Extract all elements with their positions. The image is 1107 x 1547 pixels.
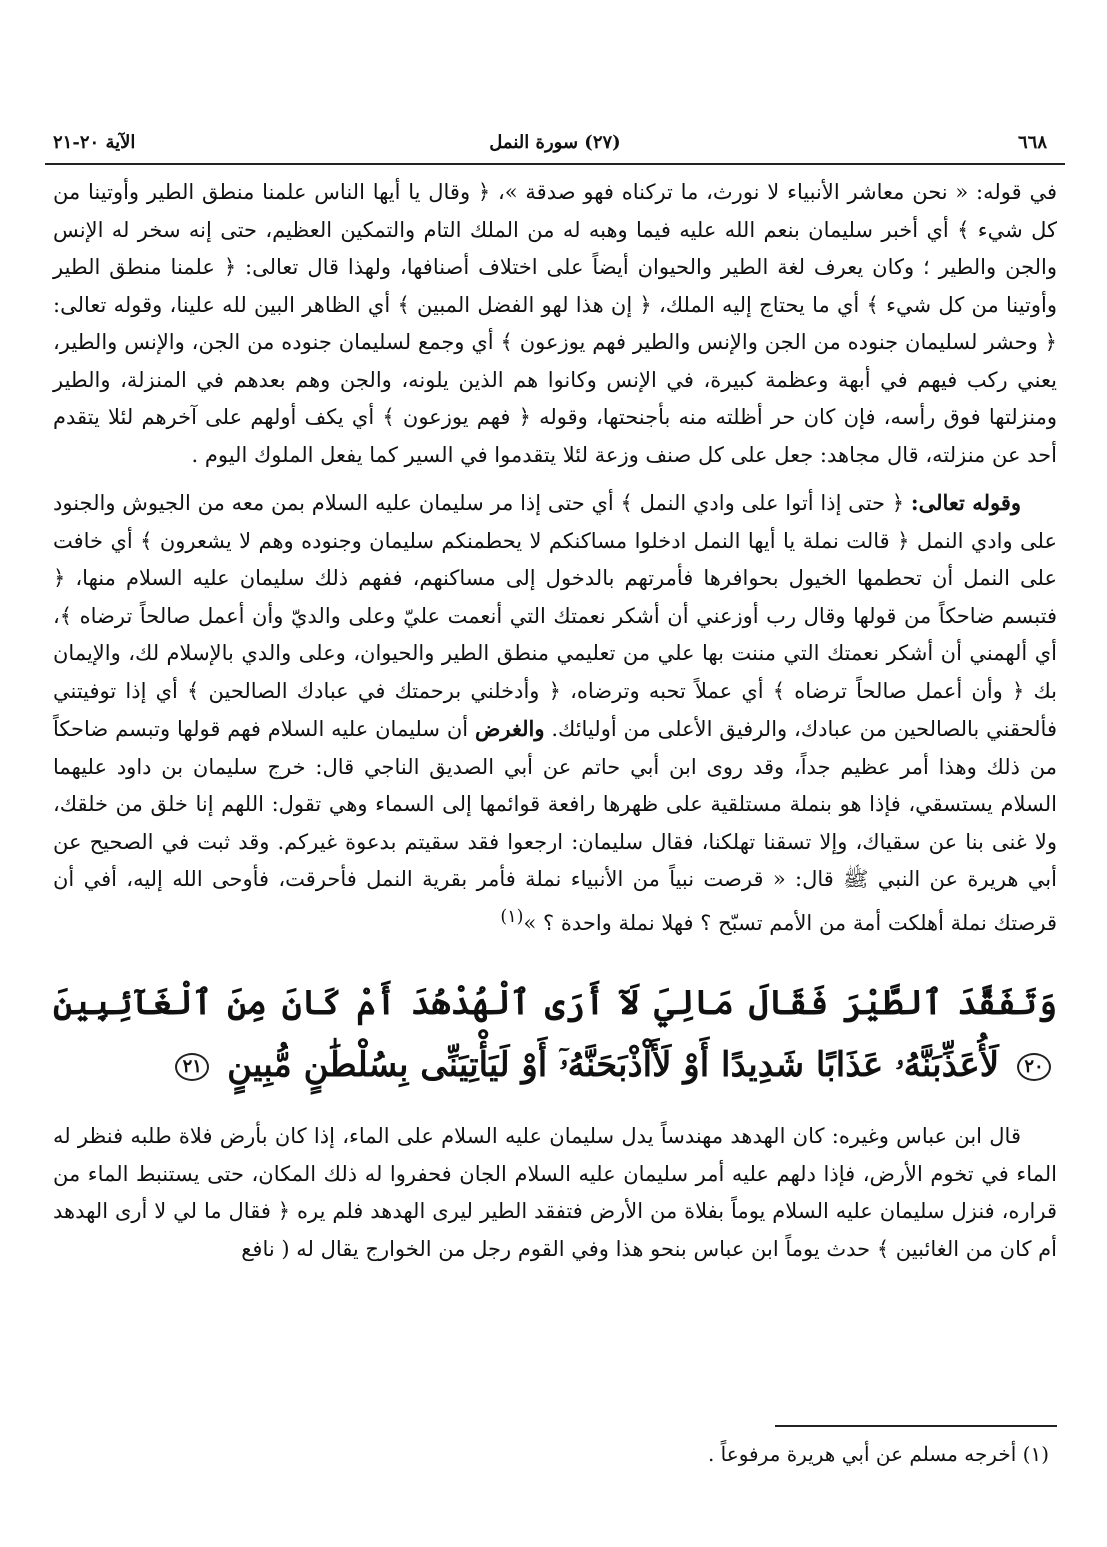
paragraph-2-cont: أن سليمان عليه السلام فهم قولها وتبسم ضاحكاً من ذلك وهذا أمر عظيم جداً، وقد روى ابن أبي حاتم عن أبي الصديق الناجي قال: خرج سليمان بن داود عليهما السلام يستسقي، فإذا هو بنملة مستلقية على ظهرها رافعة قوائمها إلى السماء وهي تقول: اللهم إنا خلق من خلقك، ولا غنى بنا عن سقياك، وإلا تسقنا تهلكنا، فقال سليمان: ارجعوا فقد سقيتم بدعوة غيركم. وقد ثبت في الصحيح عن أبي هريرة عن النبي ﷺ قال: « قرصت نبياً من الأنبياء نملة فأمر بقرية النمل فأحرقت، فأوحى الله إليه، أفي أن قرصتك نملة أهلكت أمة من الأمم تسبّح ؟ فهلا نملة واحدة ؟ » bbox=[53, 717, 1057, 935]
page bbox=[45, 0, 1065, 1547]
page-number: ٦٦٨ bbox=[1017, 132, 1047, 153]
header-rule bbox=[45, 163, 1065, 165]
paragraph-1: في قوله: « نحن معاشر الأنبياء لا نورث، ما تركناه فهو صدقة »، ﴿ وقال يا أيها الناس علمنا منطق الطير وأوتينا من كل شيء ﴾ أي أخبر سليمان بنعم الله عليه فيما وهبه له من الملك التام والتمكين العظيم، حتى إنه سخر له الإنس والجن والطير ؛ وكان يعرف لغة الطير والحيوان أيضاً على اختلاف أصنافها، ولهذا قال تعالى: ﴿ علمنا منطق الطير وأوتينا من كل شيء ﴾ أي ما يحتاج إليه الملك، ﴿ إن هذا لهو الفضل المبين ﴾ أي الظاهر البين لله علينا، وقوله تعالى: ﴿ وحشر لسليمان جنوده من الجن والإنس والطير فهم يوزعون ﴾ أي وجمع لسليمان جنوده من الجن، والإنس والطير، يعني ركب فيهم في أبهة وعظمة كبيرة، في الإنس وكانوا هم الذين يلونه، والجن وهم بعدهم في المنزلة، والطير ومنزلتها فوق رأسه، فإن كان حر أظلته منه بأجنحتها، وقوله ﴿ فهم يوزعون ﴾ أي يكف أولهم على آخرهم لئلا يتقدم أحد عن منزلته، قال مجاهد: جعل على كل صنف وزعة لئلا يتقدموا في السير كما يفعل الملوك اليوم . bbox=[53, 180, 1058, 467]
quran-verse bbox=[53, 972, 1057, 1096]
bold-label-qawluhu: وقوله تعالى: bbox=[910, 490, 1021, 515]
paragraph-3: قال ابن عباس وغيره: كان الهدهد مهندساً يدل سليمان عليه السلام على الماء، إذا كان بأرض فلاة طلبه فنظر له الماء في تخوم الأرض، فإذا دلهم عليه أمر سليمان عليه السلام الجان فحفروا له ذلك المكان، حتى يستنبط الماء من قراره، فنزل سليمان عليه السلام يوماً بفلاة من الأرض فتفقد الطير ليرى الهدهد فلم يره ﴿ فقال ما لي لا أرى الهدهد أم كان من الغائبين ﴾ حدث يوماً ابن عباس بنحو هذا وفي القوم رجل من الخوارج يقال له ( نافع bbox=[53, 1124, 1057, 1261]
paragraph-2-text: ﴿ حتى إذا أتوا على وادي النمل ﴾ أي حتى إذا مر سليمان عليه السلام بمن معه من الجيوش والجنود على وادي النمل ﴿ قالت نملة يا أيها النمل ادخلوا مساكنكم لا يحطمنكم سليمان وجنوده وهم لا يشعرون ﴾ أي خافت على النمل أن تحطمها الخيول بحوافرها فأمرتهم بالدخول إلى مساكنهم، ففهم ذلك سليمان عليه السلام منها، ﴿ فتبسم ضاحكاً من قولها وقال رب أوزعني أن أشكر نعمتك التي أنعمت عليّ وعلى والديّ وأن أعمل صالحاً ترضاه ﴾، أي ألهمني أن أشكر نعمتك التي مننت بها علي من تعليمي منطق الطير والحيوان، وعلى والدي بالإسلام لك، والإيمان بك ﴿ وأن أعمل صالحاً ترضاه ﴾ أي عملاً تحبه وترضاه، ﴿ وأدخلني برحمتك في عبادك الصالحين ﴾ أي إذا توفيتني فألحقني بالصالحين من عبادك، والرفيق الأعلى من أوليائك. bbox=[53, 491, 1057, 741]
ayah-range: الآية ٢٠-٢١ bbox=[53, 132, 136, 153]
bold-label-algharad: والغرض bbox=[474, 716, 545, 741]
footnote-rule bbox=[775, 1425, 1057, 1427]
verse-number-20: ٢٠ bbox=[1017, 1053, 1051, 1081]
footnote-ref: (١) bbox=[500, 906, 524, 927]
paragraph-2 bbox=[53, 484, 1057, 942]
running-header bbox=[45, 128, 1065, 164]
footnote-marker: (١) bbox=[1022, 1442, 1049, 1466]
footnote-text: أخرجه مسلم عن أبي هريرة مرفوعاً . bbox=[707, 1442, 1017, 1466]
surah-title: (٢٧) سورة النمل bbox=[489, 132, 621, 153]
verse-number-21: ٢١ bbox=[175, 1053, 209, 1081]
footnote bbox=[708, 1438, 1049, 1470]
verse-part-1: وَتَفَقَّدَ ٱلطَّيْرَ فَقَالَ مَالِيَ لَآ أَرَى ٱلْهُدْهُدَ أَمْ كَانَ مِنَ ٱلْغَآئِبِينَ bbox=[53, 983, 1057, 1023]
verse-part-2: لَأُعَذِّبَنَّهُۥ عَذَابًا شَدِيدًا أَوْ لَأَاْذْبَحَنَّهُۥٓ أَوْ لَيَأْتِيَنِّى بِسُلْطَٰنٍ مُّبِينٍ bbox=[227, 1045, 1000, 1085]
main-text bbox=[53, 174, 1057, 1268]
